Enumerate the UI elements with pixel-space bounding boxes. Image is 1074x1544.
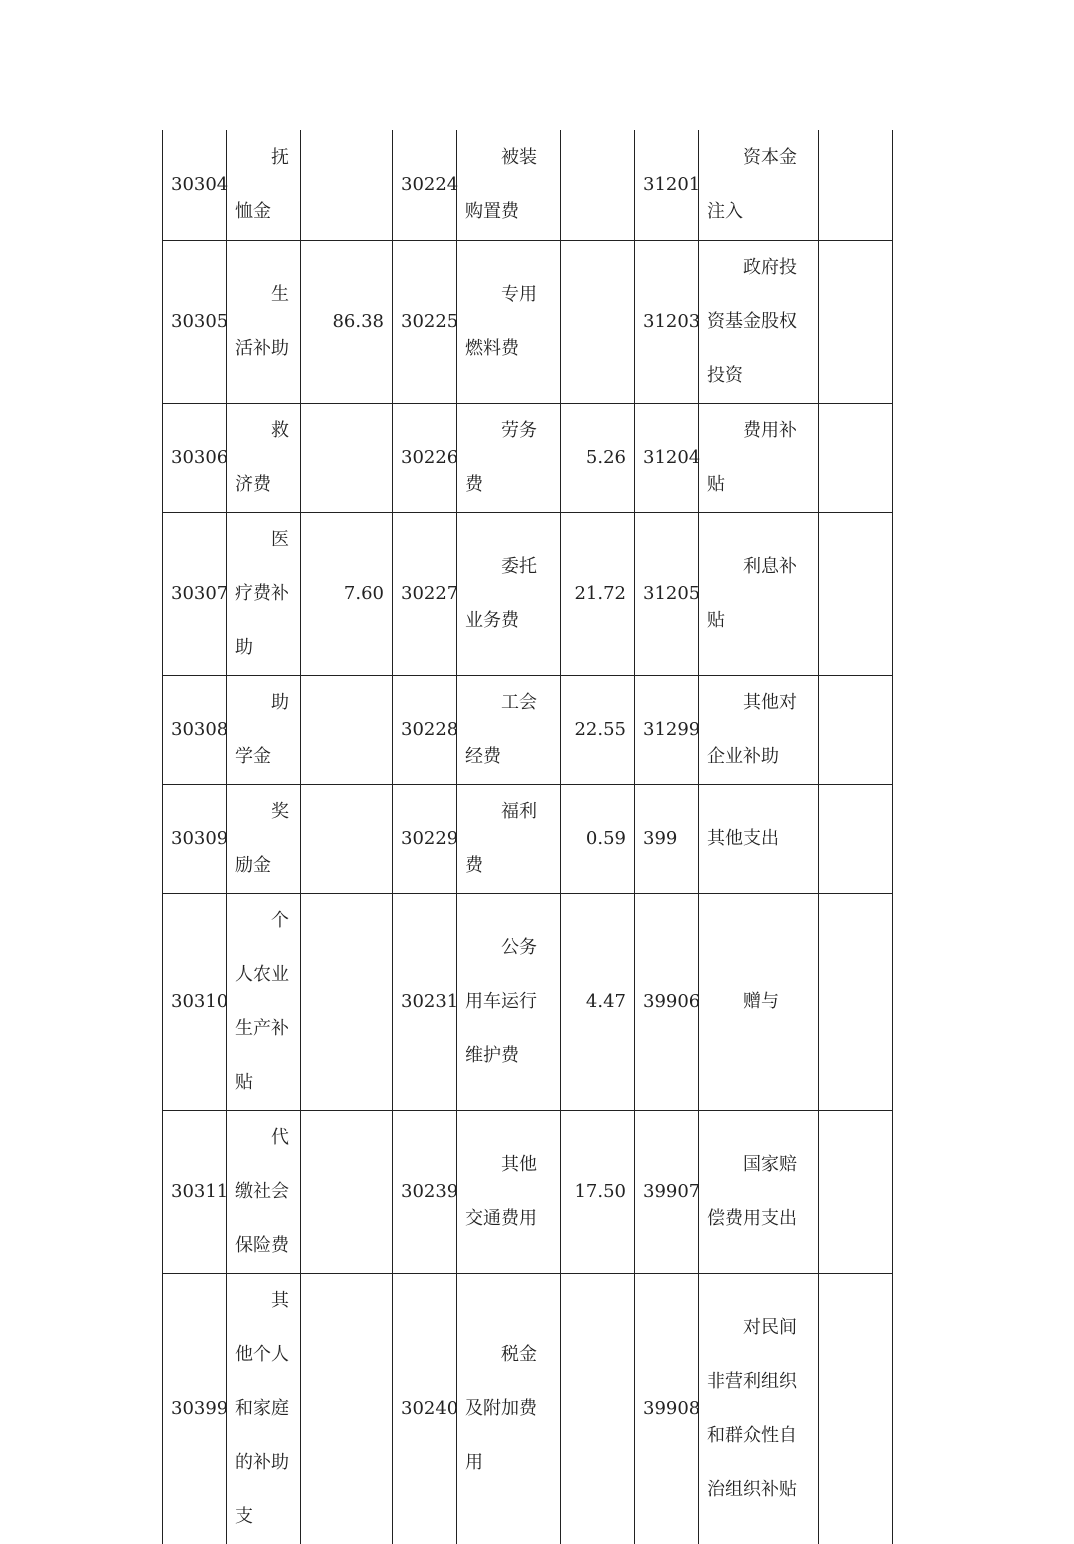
code-cell: 31299 — [635, 675, 699, 784]
table-row — [163, 784, 893, 893]
amount-cell: 7.60 — [301, 512, 393, 675]
code-cell: 39907 — [635, 1110, 699, 1273]
code-cell: 30239 — [393, 1110, 457, 1273]
name-cell: 助学金 — [227, 675, 301, 784]
code-cell: 39906 — [635, 893, 699, 1110]
table-body — [163, 130, 893, 1544]
amount-cell — [819, 403, 893, 512]
name-cell: 对民间非营利组织和群众性自治组织补贴 — [699, 1273, 819, 1544]
amount-cell: 22.55 — [561, 675, 635, 784]
amount-cell — [819, 893, 893, 1110]
amount-cell — [819, 240, 893, 403]
amount-cell — [819, 784, 893, 893]
name-cell: 救济费 — [227, 403, 301, 512]
amount-cell — [819, 1110, 893, 1273]
amount-cell — [301, 1110, 393, 1273]
amount-cell — [561, 130, 635, 240]
amount-cell — [819, 675, 893, 784]
name-cell: 其他交通费用 — [457, 1110, 561, 1273]
name-cell: 代缴社会保险费 — [227, 1110, 301, 1273]
name-cell: 利息补贴 — [699, 512, 819, 675]
name-cell: 抚恤金 — [227, 130, 301, 240]
table-row — [163, 403, 893, 512]
code-cell: 30309 — [163, 784, 227, 893]
name-cell: 公务用车运行维护费 — [457, 893, 561, 1110]
code-cell: 30231 — [393, 893, 457, 1110]
code-cell: 30240 — [393, 1273, 457, 1544]
name-cell: 工会经费 — [457, 675, 561, 784]
amount-cell — [301, 893, 393, 1110]
code-cell: 30226 — [393, 403, 457, 512]
amount-cell: 21.72 — [561, 512, 635, 675]
name-cell: 政府投资基金股权投资 — [699, 240, 819, 403]
name-cell: 生活补助 — [227, 240, 301, 403]
code-cell: 30399 — [163, 1273, 227, 1544]
name-cell: 其他支出 — [699, 784, 819, 893]
name-cell: 奖励金 — [227, 784, 301, 893]
code-cell: 30229 — [393, 784, 457, 893]
code-cell: 31204 — [635, 403, 699, 512]
amount-cell — [301, 1273, 393, 1544]
code-cell: 30310 — [163, 893, 227, 1110]
name-cell: 其他个人和家庭的补助支 — [227, 1273, 301, 1544]
amount-cell — [301, 130, 393, 240]
name-cell: 税金及附加费用 — [457, 1273, 561, 1544]
amount-cell: 4.47 — [561, 893, 635, 1110]
table-row — [163, 1110, 893, 1273]
name-cell: 劳务费 — [457, 403, 561, 512]
name-cell: 被装购置费 — [457, 130, 561, 240]
amount-cell: 17.50 — [561, 1110, 635, 1273]
code-cell: 30311 — [163, 1110, 227, 1273]
name-cell: 国家赔偿费用支出 — [699, 1110, 819, 1273]
name-cell: 福利费 — [457, 784, 561, 893]
name-cell: 资本金注入 — [699, 130, 819, 240]
code-cell: 30224 — [393, 130, 457, 240]
amount-cell — [819, 130, 893, 240]
code-cell: 30308 — [163, 675, 227, 784]
amount-cell: 0.59 — [561, 784, 635, 893]
amount-cell — [301, 784, 393, 893]
code-cell: 30307 — [163, 512, 227, 675]
code-cell: 31205 — [635, 512, 699, 675]
amount-cell — [561, 1273, 635, 1544]
code-cell: 30306 — [163, 403, 227, 512]
code-cell: 31203 — [635, 240, 699, 403]
table-row — [163, 1273, 893, 1544]
code-cell: 39908 — [635, 1273, 699, 1544]
amount-cell — [819, 512, 893, 675]
table-row — [163, 240, 893, 403]
amount-cell — [301, 403, 393, 512]
amount-cell: 5.26 — [561, 403, 635, 512]
name-cell: 个人农业生产补贴 — [227, 893, 301, 1110]
code-cell: 30225 — [393, 240, 457, 403]
name-cell: 专用燃料费 — [457, 240, 561, 403]
name-cell: 委托业务费 — [457, 512, 561, 675]
code-cell: 399 — [635, 784, 699, 893]
table-row — [163, 675, 893, 784]
name-cell: 其他对企业补助 — [699, 675, 819, 784]
amount-cell — [301, 675, 393, 784]
table-row — [163, 130, 893, 240]
expenditure-table — [162, 130, 893, 1544]
amount-cell — [561, 240, 635, 403]
code-cell: 31201 — [635, 130, 699, 240]
table-row — [163, 512, 893, 675]
amount-cell: 86.38 — [301, 240, 393, 403]
code-cell: 30304 — [163, 130, 227, 240]
code-cell: 30228 — [393, 675, 457, 784]
code-cell: 30305 — [163, 240, 227, 403]
code-cell: 30227 — [393, 512, 457, 675]
table-row — [163, 893, 893, 1110]
name-cell: 医疗费补助 — [227, 512, 301, 675]
name-cell: 费用补贴 — [699, 403, 819, 512]
name-cell: 赠与 — [699, 893, 819, 1110]
amount-cell — [819, 1273, 893, 1544]
